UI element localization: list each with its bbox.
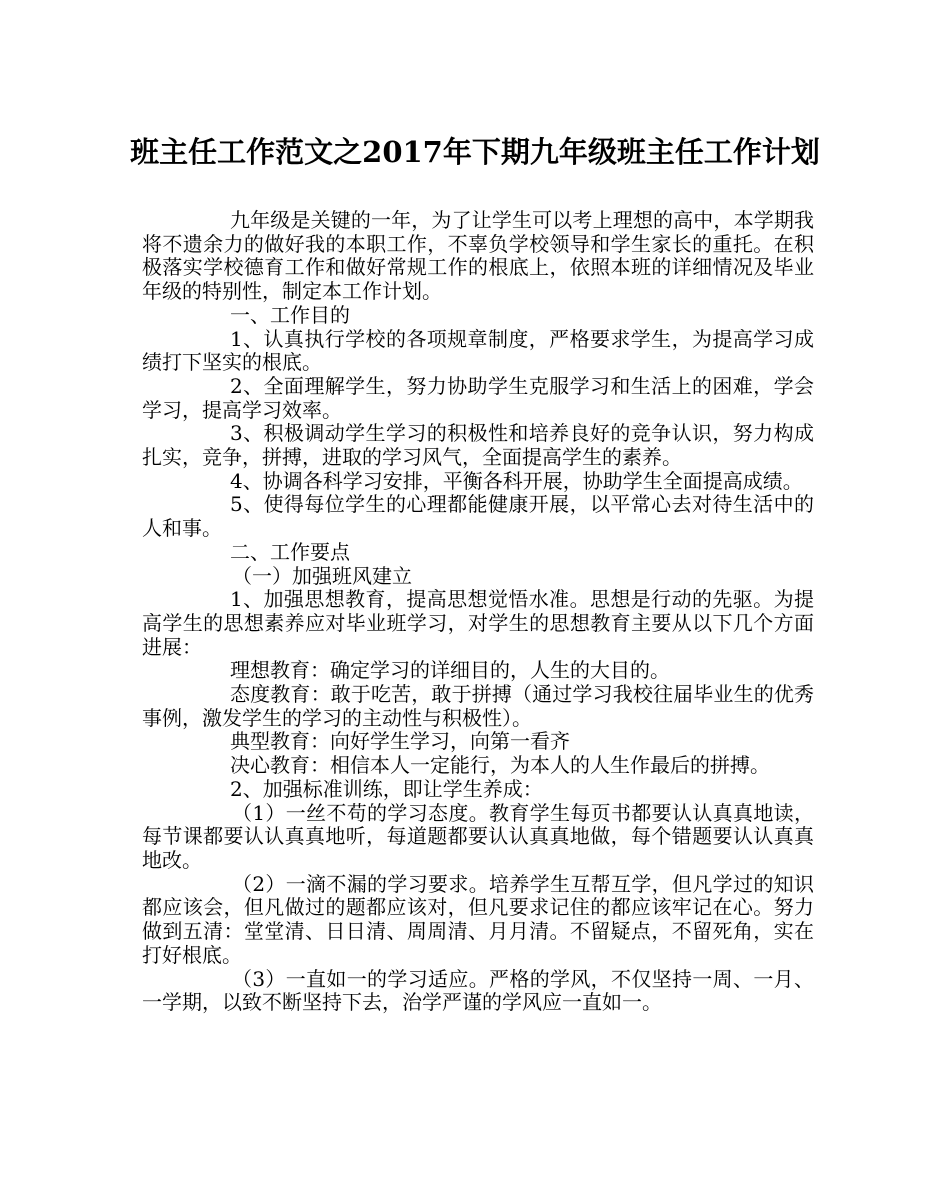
habit-item-1: （1）一丝不苟的学习态度。教育学生每页书都要认认真真地读，每节课都要认认真真地听，每道题都要认认真真地做，每个错题要认认真真地改。 xyxy=(142,800,814,872)
goal-item-2: 2、全面理解学生，努力协助学生克服学习和生活上的困难，学会学习，提高学习效率。 xyxy=(142,373,814,422)
goal-item-4: 4、协调各科学习安排，平衡各科开展，协助学生全面提高成绩。 xyxy=(230,468,803,493)
education-attitude: 态度教育：敢于吃苦，敢于拼搏（通过学习我校往届毕业生的优秀事例，激发学生的学习的主动性与积极性）。 xyxy=(142,682,814,730)
habit-item-3: （3）一直如一的学习适应。严格的学风，不仅坚持一周、一月、一学期，以致不断坚持下去，治学严谨的学风应一直如一。 xyxy=(142,966,814,1015)
key-point-item-1: 1、加强思想教育，提高思想觉悟水准。思想是行动的先驱。为提高学生的思想素养应对毕业班学习，对学生的思想教育主要从以下几个方面进展： xyxy=(142,587,814,659)
document-body xyxy=(142,209,814,1015)
habit-item-2: （2）一滴不漏的学习要求。培养学生互帮互学，但凡学过的知识都应该会，但凡做过的题都应该对，但凡要求记住的都应该牢记在心。努力做到五清：堂堂清、日日清、周周清、月月清。不留疑点，不留死角，实在打好根底。 xyxy=(142,871,814,967)
education-ideal: 理想教育：确定学习的详细目的，人生的大目的。 xyxy=(230,658,670,683)
section-heading-key-points: 二、工作要点 xyxy=(230,539,350,564)
subsection-heading-class-style: （一）加强班风建立 xyxy=(232,563,412,588)
document-title: 班主任工作范文之2017年下期九年级班主任工作计划 xyxy=(130,135,820,169)
goal-item-5: 5、使得每位学生的心理都能健康开展，以平常心去对待生活中的人和事。 xyxy=(142,492,814,541)
key-point-item-2: 2、加强标准训练，即让学生养成： xyxy=(230,776,543,801)
education-model: 典型教育：向好学生学习，向第一看齐 xyxy=(230,729,570,754)
goal-item-3: 3、积极调动学生学习的积极性和培养良好的竞争认识，努力构成扎实，竞争，拼搏，进取的学习风气，全面提高学生的素养。 xyxy=(142,421,814,470)
education-resolve: 决心教育：相信本人一定能行，为本人的人生作最后的拼搏。 xyxy=(230,753,770,778)
goal-item-1: 1、认真执行学校的各项规章制度，严格要求学生，为提高学习成绩打下坚实的根底。 xyxy=(142,326,814,375)
intro-paragraph: 九年级是关键的一年，为了让学生可以考上理想的高中，本学期我将不遗余力的做好我的本职工作，不辜负学校领导和学生家长的重托。在积极落实学校德育工作和做好常规工作的根底上，依照本班的详细情况及毕业年级的特别性，制定本工作计划。 xyxy=(142,208,814,304)
section-heading-goals: 一、工作目的 xyxy=(230,302,350,327)
